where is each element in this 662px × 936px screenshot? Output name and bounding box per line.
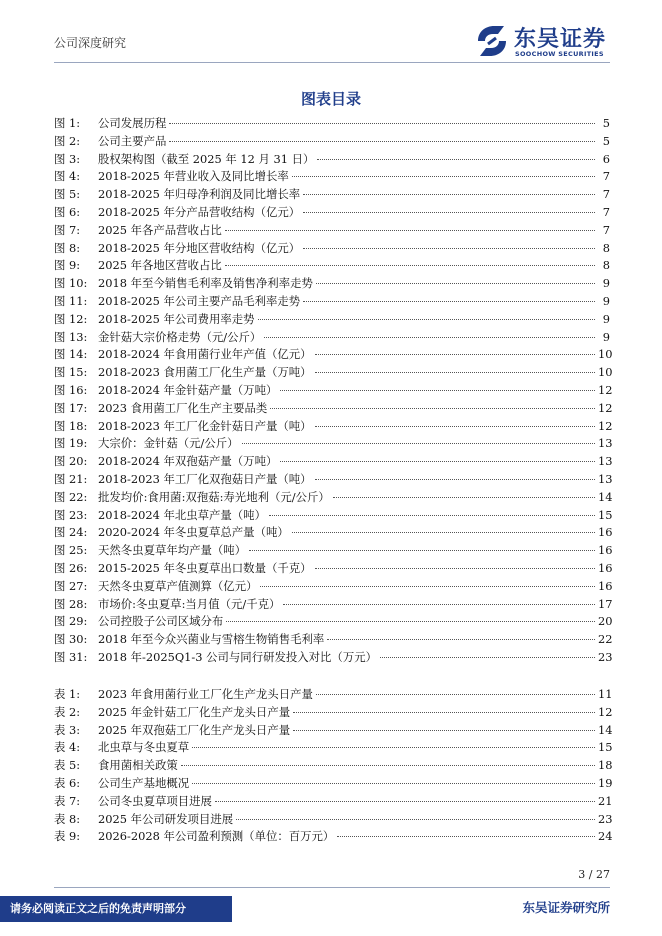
entry-label: 图 18: [54, 418, 88, 433]
entry-label: 图 28: [54, 596, 88, 611]
entry-page: 16 [598, 543, 613, 558]
entry-title: 天然冬虫夏草产值测算（亿元） [98, 578, 258, 593]
entry-title: 2018 年至今销售毛利率及销售净利率走势 [98, 276, 313, 291]
dot-leader [169, 123, 595, 124]
entry-label: 图 19: [54, 436, 88, 451]
entry-title: 2018-2025 年营业收入及同比增长率 [98, 169, 289, 184]
entry-label: 图 6: [54, 204, 81, 219]
table-entry[interactable] [54, 775, 613, 793]
entry-page: 13 [598, 471, 613, 486]
table-list [54, 686, 613, 846]
entry-label: 图 29: [54, 614, 88, 629]
entry-page: 12 [598, 704, 613, 719]
table-entry[interactable] [54, 793, 613, 811]
entry-title: 2026-2028 年公司盈利预测（单位：百万元） [98, 829, 335, 844]
entry-page: 23 [598, 649, 613, 664]
table-entry[interactable] [54, 739, 613, 757]
header-divider [54, 62, 610, 63]
entry-title: 2025 年各地区营收占比 [98, 258, 222, 273]
entry-page: 19 [598, 775, 613, 790]
entry-page: 15 [598, 740, 613, 755]
figure-entry[interactable] [54, 329, 610, 347]
entry-title: 2025 年双孢菇工厂化生产龙头日产量 [98, 722, 291, 737]
disclaimer-banner: 请务必阅读正文之后的免责声明部分 [0, 896, 232, 922]
entry-page: 8 [602, 240, 610, 255]
figure-entry[interactable] [54, 275, 610, 293]
entry-page: 16 [598, 525, 613, 540]
entry-title: 2023 食用菌工厂化生产主要品类 [98, 400, 268, 415]
dot-leader [337, 836, 595, 837]
entry-page: 16 [598, 560, 613, 575]
entry-page: 21 [598, 793, 613, 808]
entry-page: 10 [598, 365, 613, 380]
entry-page: 7 [602, 187, 610, 202]
dot-leader [293, 712, 595, 713]
company-logo [474, 22, 624, 62]
page-number: 3 / 27 [578, 868, 610, 881]
entry-label: 图 14: [54, 347, 88, 362]
entry-title: 2018-2025 年分产品营收结构（亿元） [98, 204, 301, 219]
logo-english-name: SOOCHOW SECURITIES [515, 50, 604, 58]
entry-page: 9 [602, 329, 610, 344]
figure-entry[interactable] [54, 115, 610, 133]
entry-label: 图 30: [54, 632, 88, 647]
table-entry[interactable] [54, 722, 613, 740]
entry-label: 表 1: [54, 687, 81, 701]
entry-label: 图 20: [54, 454, 88, 469]
entry-label: 图 13: [54, 329, 88, 344]
entry-title: 2018-2025 年公司主要产品毛利率走势 [98, 293, 301, 308]
entry-title: 天然冬虫夏草年均产量（吨） [98, 543, 247, 558]
figure-entry[interactable] [54, 489, 613, 507]
dot-leader [236, 819, 595, 820]
figure-entry[interactable] [54, 257, 610, 275]
figure-entry[interactable] [54, 560, 613, 578]
entry-label: 表 5: [54, 758, 81, 773]
entry-label: 图 10: [54, 276, 88, 291]
dot-leader [225, 230, 595, 231]
entry-label: 表 2: [54, 704, 81, 719]
dot-leader [258, 319, 595, 320]
figure-entry[interactable] [54, 311, 610, 329]
entry-page: 7 [602, 222, 610, 237]
entry-label: 表 8: [54, 811, 81, 826]
entry-title: 2018-2024 年双孢菇产量（万吨） [98, 454, 278, 469]
figure-entry[interactable] [54, 649, 613, 667]
entry-title: 2018-2024 年食用菌行业年产值（亿元） [98, 347, 312, 362]
entry-page: 7 [602, 169, 610, 184]
dot-leader [264, 337, 595, 338]
page-title: 图表目录 [300, 90, 361, 108]
entry-label: 图 16: [54, 382, 88, 397]
figure-entry[interactable] [54, 418, 613, 436]
entry-label: 图 3: [54, 151, 81, 166]
entry-label: 图 24: [54, 525, 88, 540]
entry-label: 表 3: [54, 722, 81, 737]
entry-title: 2018 年至今众兴菌业与雪榕生物销售毛利率 [98, 632, 325, 647]
entry-page: 9 [602, 293, 610, 308]
figure-list [54, 115, 613, 667]
entry-label: 表 9: [54, 829, 81, 844]
entry-label: 表 7: [54, 793, 81, 808]
dot-leader [226, 621, 595, 622]
dot-leader [303, 194, 595, 195]
entry-label: 图 12: [54, 311, 88, 326]
dot-leader [315, 354, 595, 355]
figure-entry[interactable] [54, 382, 613, 400]
soochow-logo-icon [474, 24, 510, 58]
dot-leader [315, 479, 595, 480]
figure-entry[interactable] [54, 240, 610, 258]
entry-page: 9 [602, 276, 610, 291]
dot-leader [316, 283, 595, 284]
dot-leader [270, 408, 595, 409]
figure-entry[interactable] [54, 524, 613, 542]
figure-entry[interactable] [54, 168, 610, 186]
entry-page: 9 [602, 311, 610, 326]
entry-label: 图 5: [54, 187, 81, 202]
entry-title: 2018-2023 年工厂化金针菇日产量（吨） [98, 418, 312, 433]
entry-page: 13 [598, 454, 613, 469]
entry-title: 公司控股子公司区域分布 [98, 614, 224, 629]
dot-leader [303, 212, 595, 213]
entry-page: 8 [602, 258, 610, 273]
table-entry[interactable] [54, 686, 613, 704]
entry-label: 图 8: [54, 240, 81, 255]
entry-title: 2018-2023 年工厂化双孢菇日产量（吨） [98, 471, 312, 486]
entry-page: 22 [598, 632, 613, 647]
entry-page: 5 [602, 133, 610, 148]
table-entry[interactable] [54, 811, 613, 829]
dot-leader [269, 515, 595, 516]
report-type-label: 公司深度研究 [54, 36, 127, 50]
dot-leader [317, 159, 595, 160]
entry-label: 图 1: [54, 116, 81, 130]
dot-leader [292, 532, 595, 533]
dot-leader [280, 390, 595, 391]
figure-entry[interactable] [54, 471, 613, 489]
entry-title: 食用菌相关政策 [98, 758, 178, 773]
entry-page: 10 [598, 347, 613, 362]
entry-page: 5 [602, 116, 610, 130]
dot-leader [242, 443, 595, 444]
figure-entry[interactable] [54, 578, 613, 596]
entry-page: 16 [598, 578, 613, 593]
entry-page: 11 [598, 687, 613, 701]
entry-title: 大宗价：金针菇（元/公斤） [98, 436, 239, 451]
dot-leader [192, 783, 595, 784]
dot-leader [315, 568, 595, 569]
entry-title: 2015-2025 年冬虫夏草出口数量（千克） [98, 560, 312, 575]
entry-title: 2025 年各产品营收占比 [98, 222, 222, 237]
entry-label: 图 21: [54, 471, 88, 486]
dot-leader [280, 461, 595, 462]
entry-page: 24 [598, 829, 613, 844]
entry-page: 14 [598, 489, 613, 504]
entry-title: 2018-2025 年归母净利润及同比增长率 [98, 187, 301, 202]
entry-page: 12 [598, 400, 613, 415]
entry-title: 2025 年公司研发项目进展 [98, 811, 234, 826]
dot-leader [292, 176, 595, 177]
entry-page: 20 [598, 614, 613, 629]
footer-divider [54, 887, 610, 888]
figure-entry[interactable] [54, 400, 613, 418]
entry-title: 公司冬虫夏草项目进展 [98, 793, 212, 808]
dot-leader [327, 639, 595, 640]
dot-leader [249, 550, 595, 551]
entry-title: 2018-2023 食用菌工厂化生产量（万吨） [98, 365, 312, 380]
entry-page: 15 [598, 507, 613, 522]
figure-entry[interactable] [54, 222, 610, 240]
dot-leader [169, 141, 595, 142]
entry-label: 图 17: [54, 400, 88, 415]
dot-leader [225, 265, 595, 266]
figure-entry[interactable] [54, 186, 610, 204]
entry-title: 2018-2024 年北虫草产量（吨） [98, 507, 266, 522]
dot-leader [303, 248, 595, 249]
entry-title: 公司生产基地概况 [98, 775, 190, 790]
figure-entry[interactable] [54, 596, 613, 614]
dot-leader [181, 765, 595, 766]
table-entry[interactable] [54, 757, 613, 775]
figure-entry[interactable] [54, 204, 610, 222]
dot-leader [380, 657, 595, 658]
entry-label: 图 15: [54, 365, 88, 380]
entry-label: 图 9: [54, 258, 81, 273]
entry-title: 2018 年-2025Q1-3 公司与同行研发投入对比（万元） [98, 649, 377, 664]
figure-entry[interactable] [54, 542, 613, 560]
dot-leader [303, 301, 595, 302]
entry-label: 图 25: [54, 543, 88, 558]
entry-title: 2018-2024 年金针菇产量（万吨） [98, 382, 278, 397]
entry-label: 图 26: [54, 560, 88, 575]
entry-page: 17 [598, 596, 613, 611]
figure-entry[interactable] [54, 507, 613, 525]
entry-label: 图 11: [54, 293, 88, 308]
dot-leader [315, 426, 595, 427]
entry-title: 股权架构图（截至 2025 年 12 月 31 日） [98, 151, 315, 166]
logo-chinese-name: 东吴证券 [514, 27, 607, 52]
entry-title: 批发均价:食用菌:双孢菇:寿光地利（元/公斤） [98, 489, 330, 504]
entry-label: 图 4: [54, 169, 81, 184]
entry-label: 图 7: [54, 222, 81, 237]
entry-page: 7 [602, 204, 610, 219]
figure-entry[interactable] [54, 631, 613, 649]
dot-leader [260, 586, 595, 587]
figure-entry[interactable] [54, 435, 613, 453]
entry-page: 14 [598, 722, 613, 737]
figure-entry[interactable] [54, 613, 613, 631]
entry-page: 12 [598, 418, 613, 433]
entry-title: 公司主要产品 [98, 133, 167, 148]
entry-title: 2025 年金针菇工厂化生产龙头日产量 [98, 704, 291, 719]
entry-title: 2023 年食用菌行业工厂化生产龙头日产量 [98, 687, 313, 701]
entry-page: 12 [598, 382, 613, 397]
entry-label: 图 31: [54, 649, 88, 664]
entry-title: 北虫草与冬虫夏草 [98, 740, 190, 755]
entry-page: 13 [598, 436, 613, 451]
dot-leader [315, 372, 595, 373]
entry-title: 金针菇大宗价格走势（元/公斤） [98, 329, 262, 344]
dot-leader [192, 747, 595, 748]
entry-title: 2018-2025 年公司费用率走势 [98, 311, 255, 326]
figure-entry[interactable] [54, 133, 610, 151]
dot-leader [333, 497, 595, 498]
entry-title: 公司发展历程 [98, 116, 167, 130]
entry-title: 2018-2025 年分地区营收结构（亿元） [98, 240, 301, 255]
dot-leader [316, 694, 595, 695]
entry-label: 图 27: [54, 578, 88, 593]
entry-label: 图 22: [54, 489, 88, 504]
figure-entry[interactable] [54, 151, 610, 169]
table-entry[interactable] [54, 704, 613, 722]
figure-entry[interactable] [54, 293, 610, 311]
entry-label: 图 2: [54, 133, 81, 148]
figure-entry[interactable] [54, 453, 613, 471]
table-entry[interactable] [54, 828, 613, 846]
figure-entry[interactable] [54, 346, 613, 364]
entry-title: 市场价:冬虫夏草:当月值（元/千克） [98, 596, 281, 611]
dot-leader [215, 801, 595, 802]
entry-title: 2020-2024 年冬虫夏草总产量（吨） [98, 525, 289, 540]
entry-page: 18 [598, 758, 613, 773]
entry-page: 23 [598, 811, 613, 826]
dot-leader [293, 730, 595, 731]
entry-page: 6 [602, 151, 610, 166]
dot-leader [283, 604, 595, 605]
figure-entry[interactable] [54, 364, 613, 382]
entry-label: 表 4: [54, 740, 81, 755]
entry-label: 表 6: [54, 775, 81, 790]
institute-name: 东吴证券研究所 [522, 900, 610, 915]
entry-label: 图 23: [54, 507, 88, 522]
